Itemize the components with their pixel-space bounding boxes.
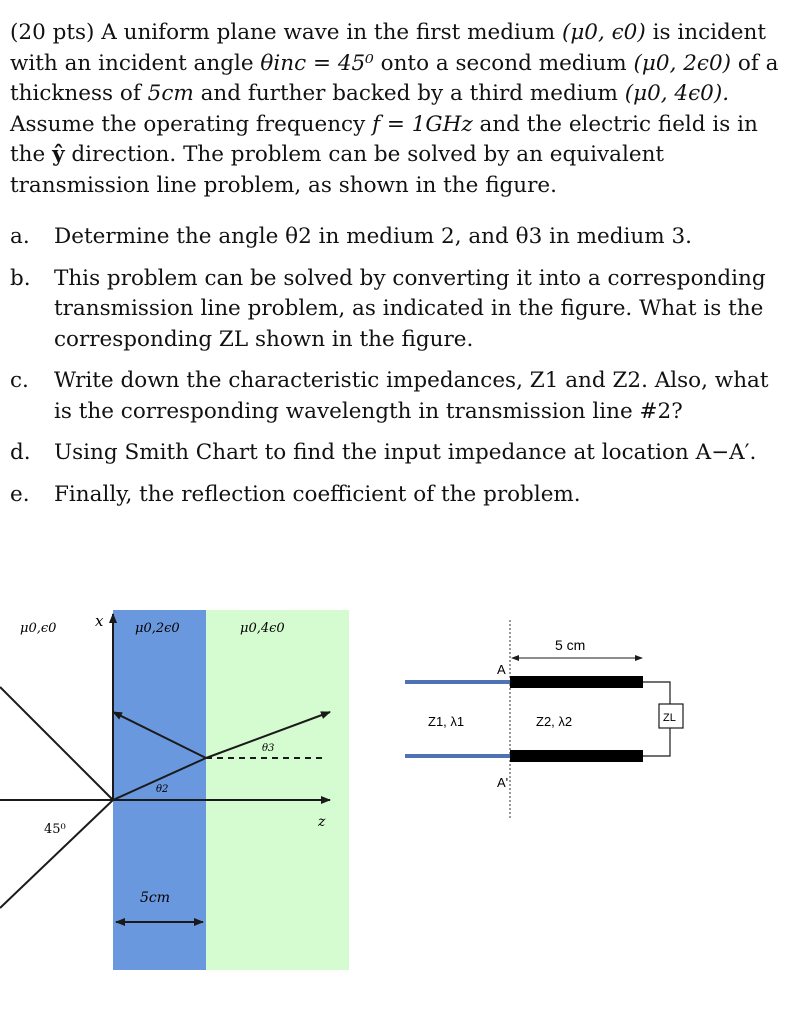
z-axis-label: z	[318, 814, 326, 830]
reflected-ray	[0, 800, 113, 908]
plane-label-a: A	[497, 662, 506, 677]
load-label: ZL	[663, 712, 676, 724]
medium3-params: (μ0, 4ϵ0).	[624, 81, 730, 106]
frequency: f = 1GHz	[372, 111, 473, 137]
medium3-label: μ0,4ϵ0	[240, 621, 285, 636]
points: (20 pts)	[10, 20, 95, 45]
medium2-label: μ0,2ϵ0	[135, 621, 180, 636]
thickness: 5cm	[147, 81, 194, 106]
question-list	[10, 222, 785, 521]
length-label: 5 cm	[555, 637, 586, 653]
layered-media-figure	[0, 600, 360, 980]
line2-bottom-conductor	[510, 750, 643, 762]
question-e: e. Finally, the reflection coefficient of the problem.	[10, 481, 581, 507]
question-c: c. Write down the characteristic impedances, Z1 and Z2. Also, what is the corresponding wavelength in transmission line #2?	[10, 368, 769, 424]
question-a: a. Determine the angle θ2 in medium 2, and θ3 in medium 3.	[10, 224, 692, 249]
line2-top-conductor	[510, 676, 643, 688]
medium2-params: (μ0, 2ϵ0)	[633, 50, 732, 76]
plane-label-a-prime: A'	[497, 775, 509, 790]
y-hat: ŷ	[52, 142, 65, 167]
theta3-label: θ3	[262, 743, 275, 754]
question-b: b. This problem can be solved by converting it into a corresponding transmission line problem, as indicated in the figure. What is the corresponding ZL shown in the figure.	[10, 265, 766, 352]
line1-label: Z1, λ1	[428, 714, 465, 729]
thickness-label: 5cm	[140, 890, 171, 906]
medium3-region	[206, 610, 349, 970]
x-axis-label: x	[95, 612, 104, 630]
incident-angle-label: 45⁰	[44, 822, 66, 837]
medium1-label: μ0,ϵ0	[20, 621, 57, 636]
theta2-label: θ2	[156, 784, 169, 795]
problem-statement: (20 pts) A uniform plane wave in the first medium (μ0, ϵ0) is incident with an incident angle θinc = 45⁰ onto a second medium (μ0, 2ϵ0) of a thickness of 5cm and further backed by a third medium (μ0, 4ϵ0). Assume the operating frequency f = 1GHz and the electric field is in the ŷ direction. The problem can be solved by an equivalent transmission line problem, as shown in the figure.	[10, 20, 779, 198]
incident-ray	[0, 687, 113, 800]
transmission-line-figure	[400, 620, 700, 830]
medium1-params: (μ0, ϵ0)	[561, 20, 646, 45]
question-d: d. Using Smith Chart to find the input impedance at location A−A′.	[10, 440, 757, 465]
line2-label: Z2, λ2	[536, 714, 573, 729]
incident-angle: θinc = 45⁰	[260, 50, 374, 76]
